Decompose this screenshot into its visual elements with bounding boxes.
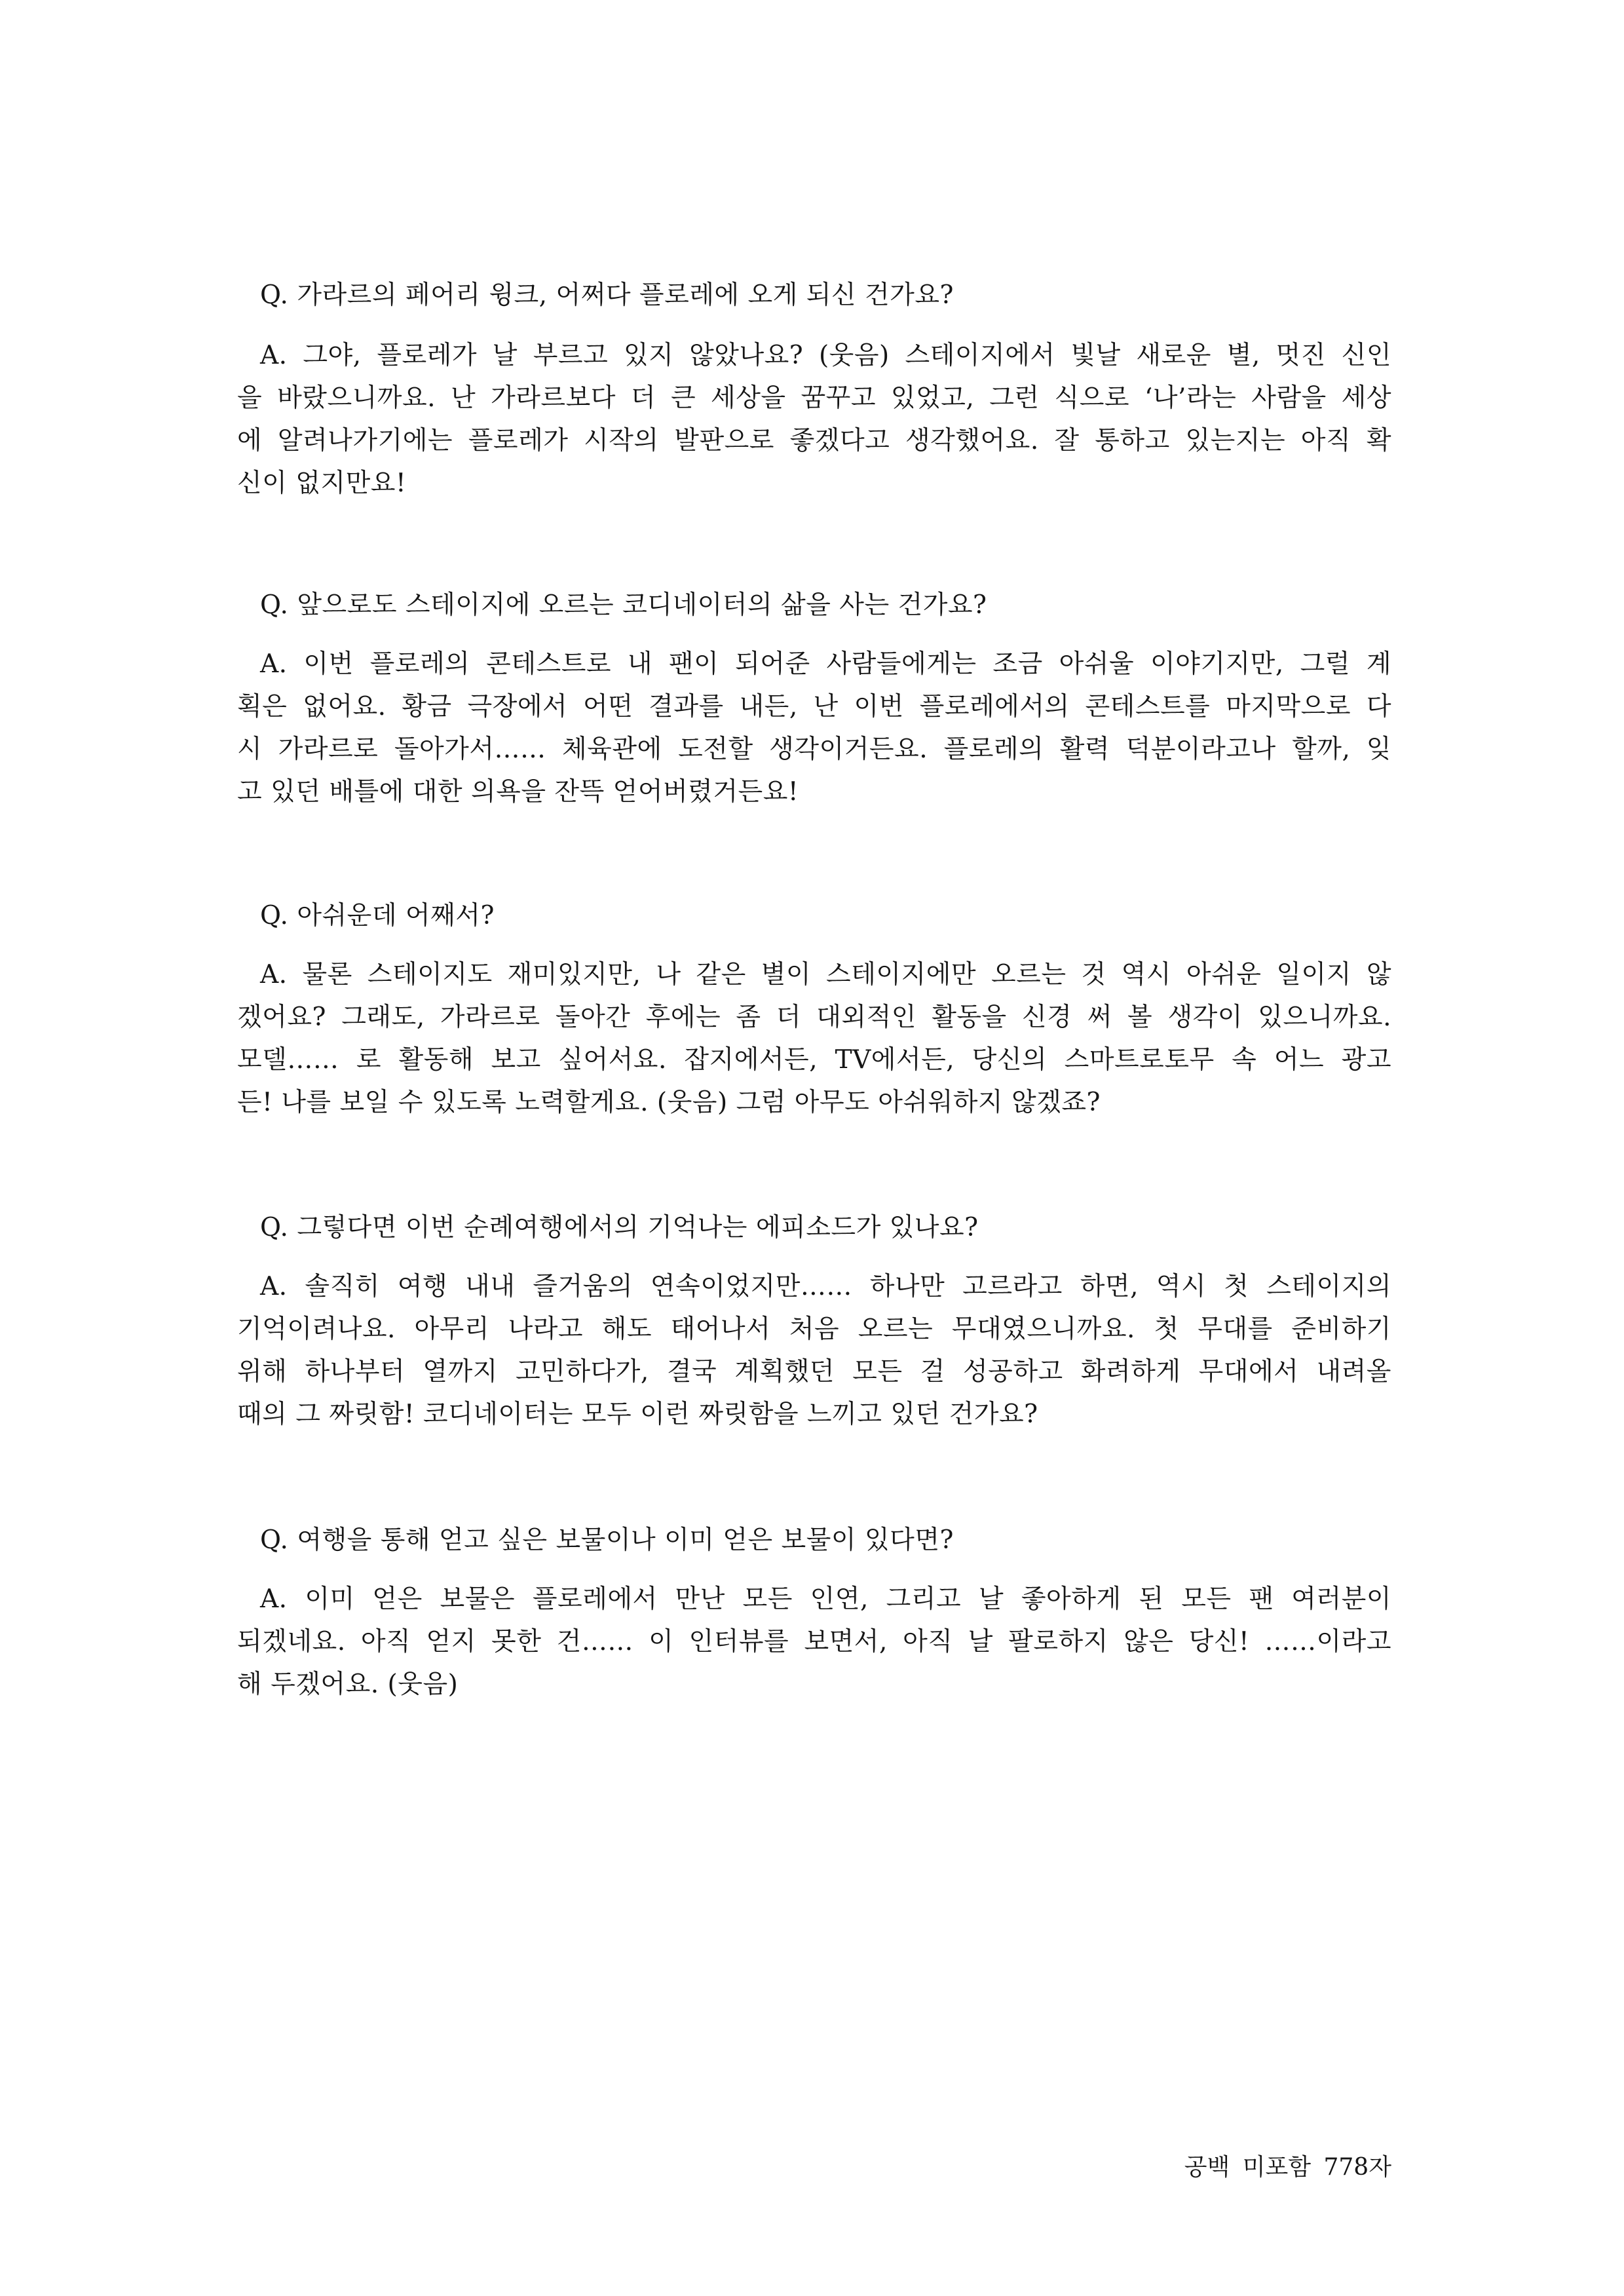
answer-line: 에 알려나가기에는 플로레가 시작의 발판으로 좋겠다고 생각했어요. 잘 통하고 있는지는 아직 확 [237, 426, 1391, 455]
answer-line: A. 이번 플로레의 콘테스트로 내 팬이 되어준 사람들에게는 조금 아쉬울 이야기지만, 그럴 계 [260, 649, 1391, 679]
answer-5 [237, 1578, 1391, 1706]
answer-line: 기억이려나요. 아무리 나라고 해도 태어나서 처음 오르는 무대였으니까요. 첫 무대를 준비하기 [237, 1314, 1391, 1344]
answer-line: 고 있던 배틀에 대한 의욕을 잔뜩 얻어버렸거든요! [237, 777, 799, 807]
answer-1 [237, 334, 1391, 505]
answer-line: 신이 없지만요! [237, 469, 407, 498]
qa-section-2 [237, 584, 1391, 807]
answer-line: 획은 없어요. 황금 극장에서 어떤 결과를 내든, 난 이번 플로레에서의 콘테스트를 마지막으로 다 [237, 692, 1391, 721]
answer-line: A. 솔직히 여행 내내 즐거움의 연속이었지만…… 하나만 고르라고 하면, 역시 첫 스테이지의 [260, 1272, 1391, 1301]
character-count-footer: 공백 미포함 778자 [1184, 2154, 1391, 2181]
answer-line: A. 이미 얻은 보물은 플로레에서 만난 모든 인연, 그리고 날 좋아하게 된 모든 팬 여러분이 [260, 1584, 1391, 1614]
answer-line: 모델…… 로 활동해 보고 싶어서요. 잡지에서든, TV에서든, 당신의 스마트로토무 속 어느 광고 [237, 1045, 1391, 1075]
answer-line: 때의 그 짜릿함! 코디네이터는 모두 이런 짜릿함을 느끼고 있던 건가요? [237, 1400, 1038, 1429]
question-2: Q. 앞으로도 스테이지에 오르는 코디네이터의 삶을 사는 건가요? [260, 590, 987, 620]
answer-3 [237, 953, 1391, 1124]
answer-line: 위해 하나부터 열까지 고민하다가, 결국 계획했던 모든 걸 성공하고 화려하게 무대에서 내려올 [237, 1357, 1391, 1387]
qa-section-5 [237, 1519, 1391, 1699]
qa-section-4 [237, 1206, 1391, 1429]
answer-line: 든! 나를 보일 수 있도록 노력할게요. (웃음) 그럼 아무도 아쉬워하지 않겠죠? [237, 1088, 1101, 1117]
question-3: Q. 아쉬운데 어째서? [260, 901, 495, 930]
question-1: Q. 가라르의 페어리 윙크, 어쩌다 플로레에 오게 되신 건가요? [260, 280, 954, 310]
answer-line: 해 두겠어요. (웃음) [237, 1670, 459, 1699]
answer-line: 되겠네요. 아직 얻지 못한 건…… 이 인터뷰를 보면서, 아직 날 팔로하지 않은 당신! ……이라고 [237, 1627, 1391, 1656]
question-5: Q. 여행을 통해 얻고 싶은 보물이나 이미 얻은 보물이 있다면? [260, 1525, 954, 1555]
answer-line: 을 바랐으니까요. 난 가라르보다 더 큰 세상을 꿈꾸고 있었고, 그런 식으로 ‘나’라는 사람을 세상 [237, 383, 1391, 413]
answer-line: 시 가라르로 돌아가서…… 체육관에 도전할 생각이거든요. 플로레의 활력 덕분이라고나 할까, 잊 [237, 735, 1391, 764]
answer-line: 겠어요? 그래도, 가라르로 돌아간 후에는 좀 더 대외적인 활동을 신경 써 볼 생각이 있으니까요. [237, 1003, 1391, 1032]
qa-section-3 [237, 894, 1391, 1117]
answer-2 [237, 643, 1391, 813]
answer-line: A. 그야, 플로레가 날 부르고 있지 않았나요? (웃음) 스테이지에서 빛날 새로운 별, 멋진 신인 [260, 341, 1391, 370]
qa-section-1 [237, 274, 1391, 498]
question-4: Q. 그렇다면 이번 순례여행에서의 기억나는 에피소드가 있나요? [260, 1213, 979, 1242]
answer-line: A. 물론 스테이지도 재미있지만, 나 같은 별이 스테이지에만 오르는 것 역시 아쉬운 일이지 않 [260, 960, 1391, 989]
answer-4 [237, 1265, 1391, 1436]
